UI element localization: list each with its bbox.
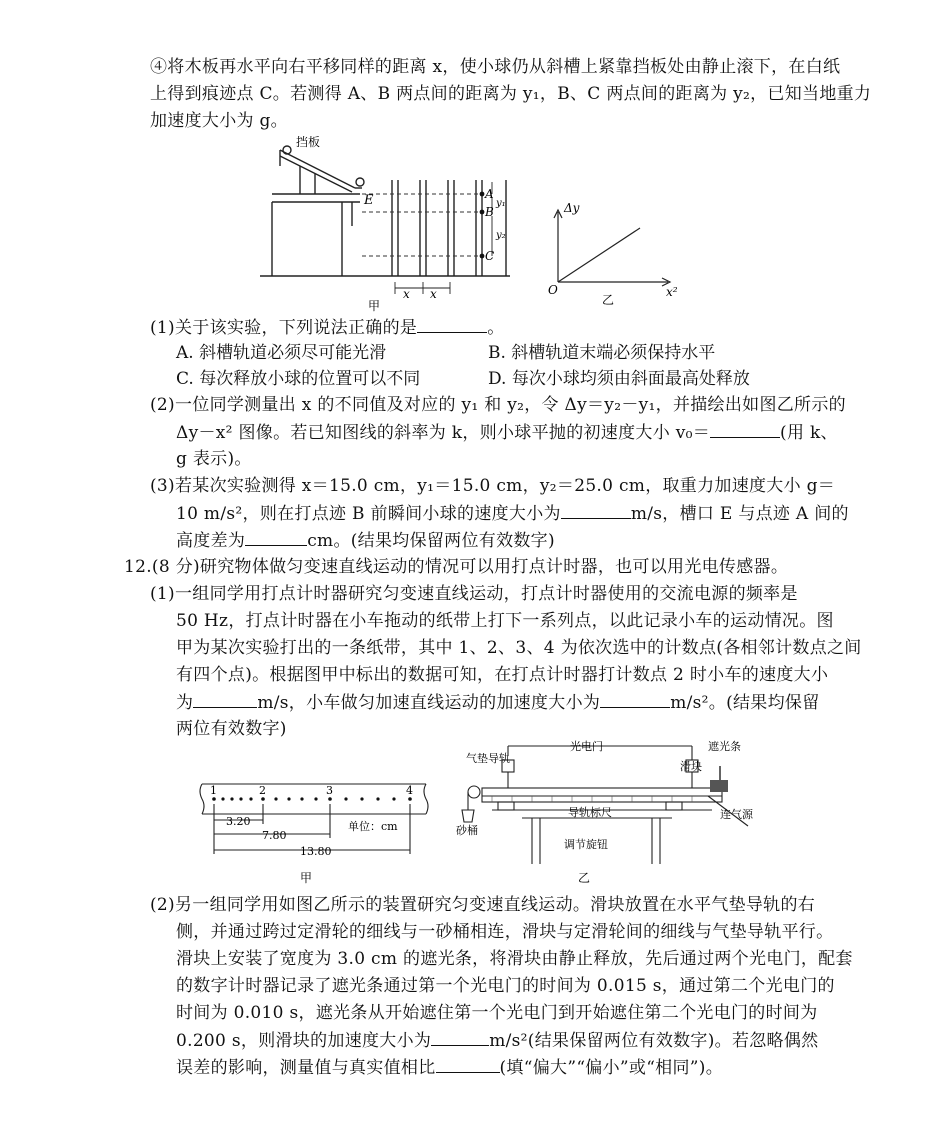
label-b: B: [485, 205, 494, 219]
q12-p2-line7: [176, 1054, 723, 1081]
q11-p3-line3b: cm。(结果均保留两位有效数字): [307, 531, 555, 551]
tape-point-3: 3: [326, 784, 333, 797]
q12-p1-line5b: m/s，小车做匀加速直线运动的加速度大小为: [257, 693, 601, 713]
answer-blank-8[interactable]: [436, 1054, 500, 1073]
q12-p2-line2: 侧，并通过跨过定滑轮的细线与一砂桶相连，滑块与定滑轮间的细线与气垫导轨平行。: [176, 922, 834, 942]
dist-3: 13.80: [300, 845, 332, 858]
q12-p1-line3: 甲为某次实验打出的一条纸带，其中 1、2、3、4 为依次选中的计数点(各相邻计数点之间: [176, 638, 862, 658]
q11-p3-line1: (3)若某次实验测得 x＝15.0 cm，y₁＝15.0 cm，y₂＝25.0 cm，取重力加速度大小 g＝: [150, 476, 836, 496]
answer-blank-2[interactable]: [710, 419, 780, 438]
figure-ticker-tape: [196, 774, 436, 886]
answer-blank-3[interactable]: [561, 500, 631, 519]
label-shading-strip: 遮光条: [708, 740, 741, 753]
caption-yi-1: 乙: [602, 293, 615, 307]
q12-p2-line3: 滑块上安装了宽度为 3.0 cm 的遮光条，将滑块由静止释放，先后通过两个光电门，配套: [176, 949, 853, 969]
q12-p1-line5c: m/s²。(结果均保留: [670, 693, 820, 713]
q12-p1-line4: 有四个点)。根据图甲中标出的数据可知，在打点计时器打计数点 2 时小车的速度大小: [176, 665, 829, 685]
caption-yi-2: 乙: [578, 871, 591, 885]
tape-point-2: 2: [259, 784, 266, 797]
q11-p3-line2a: 10 m/s²，则在打点迹 B 前瞬间小球的速度大小为: [176, 504, 561, 524]
label-air-track: 气垫导轨: [466, 752, 510, 765]
q11-p3-line3a: 高度差为: [176, 531, 246, 551]
q11-p2-line2a: Δy－x² 图像。若已知图线的斜率为 k，则小球平抛的初速度大小 v₀＝: [176, 423, 711, 443]
q11-p1-end: 。: [487, 318, 505, 338]
label-sand-bucket: 砂桶: [456, 824, 478, 837]
q11-p2-line2: [176, 419, 838, 446]
q12-p2-line5: 时间为 0.010 s，遮光条从开始遮住第一个光电门到开始遮住第二个光电门的时间为: [176, 1003, 818, 1023]
q11-p3-line3: [176, 527, 555, 554]
q11-p2-line2b: (用 k、: [780, 423, 838, 443]
q12-p1-line5: [176, 689, 820, 716]
q12-p2-line6: [176, 1027, 818, 1054]
option-c[interactable]: C. 每次释放小球的位置可以不同: [176, 369, 421, 389]
caption-jia-1: 甲: [368, 299, 381, 313]
answer-blank-6[interactable]: [600, 689, 670, 708]
answer-blank-4[interactable]: [245, 527, 307, 546]
label-ruler: 导轨标尺: [568, 806, 612, 819]
option-d[interactable]: D. 每次小球均须由斜面最高处释放: [488, 369, 750, 389]
graph-origin: O: [548, 283, 558, 297]
label-c: C: [485, 249, 495, 263]
label-y2: y₂: [496, 230, 506, 241]
answer-blank-1[interactable]: [417, 314, 487, 333]
q12-p1-line2: 50 Hz，打点计时器在小车拖动的纸带上打下一系列点，以此记录小车的运动情况。图: [176, 611, 834, 631]
label-air-source: 连气源: [720, 808, 753, 821]
option-a[interactable]: A. 斜槽轨道必须尽可能光滑: [176, 343, 387, 363]
q12-p2-line6a: 0.200 s，则滑块的加速度大小为: [176, 1031, 432, 1051]
label-y1: y₁: [496, 198, 506, 209]
baffle-label: 挡板: [296, 136, 321, 149]
graph-y-label: Δy: [564, 201, 580, 215]
step4-line1: ④将木板再水平向右平移同样的距离 x，使小球仍从斜槽上紧靠挡板处由静止滚下，在白纸: [150, 57, 841, 77]
tape-point-4: 4: [406, 784, 413, 797]
dist-1: 3.20: [226, 815, 251, 828]
q11-p1-stem: (1)关于该实验，下列说法正确的是: [150, 318, 418, 338]
graph-x-label: x²: [666, 285, 678, 299]
label-x1: x: [403, 287, 410, 301]
dist-2: 7.80: [262, 829, 287, 842]
q11-p3-line2b: m/s，槽口 E 与点迹 A 间的: [630, 504, 849, 524]
tape-point-1: 1: [210, 784, 217, 797]
q11-p2-line3: g 表示)。: [176, 449, 252, 469]
q12-p2-line7b: (填“偏大”“偏小”或“相同”)。: [499, 1058, 724, 1078]
answer-blank-5[interactable]: [193, 689, 257, 708]
q11-p3-line2: [176, 500, 849, 527]
label-slider: 滑块: [680, 760, 702, 773]
q12-p2-line6b: m/s²(结果保留两位有效数字)。若忽略偶然: [489, 1031, 819, 1051]
label-photogate: 光电门: [570, 740, 603, 753]
step4-line2: 上得到痕迹点 C。若测得 A、B 两点间的距离为 y₁，B、C 两点间的距离为 y₂，已知当地重力: [150, 84, 872, 104]
q11-p2-line1: (2)一位同学测量出 x 的不同值及对应的 y₁ 和 y₂，令 Δy＝y₂－y₁，并描绘出如图乙所示的: [150, 395, 846, 415]
step4-line3: 加速度大小为 g。: [150, 111, 288, 131]
option-b[interactable]: B. 斜槽轨道末端必须保持水平: [488, 343, 716, 363]
label-x2: x: [430, 287, 437, 301]
q12-p1-line6: 两位有效数字): [176, 719, 287, 739]
label-adjust-knob: 调节旋钮: [564, 838, 608, 851]
q12-head: 12.(8 分)研究物体做匀变速直线运动的情况可以用打点计时器，也可以用光电传感器。: [124, 557, 789, 577]
q11-p1: [150, 314, 505, 341]
caption-jia-2: 甲: [300, 871, 313, 885]
q12-p2-line7a: 误差的影响，测量值与真实值相比: [176, 1058, 436, 1078]
figure-projectile-apparatus: [260, 136, 700, 316]
figure-air-track: [452, 736, 782, 886]
unit-label: 单位：cm: [348, 820, 398, 833]
q12-p2-line4: 的数字计时器记录了遮光条通过第一个光电门的时间为 0.015 s，通过第二个光电门的: [176, 976, 835, 996]
label-a: A: [485, 187, 494, 201]
q12-p1-line1: (1)一组同学用打点计时器研究匀变速直线运动，打点计时器使用的交流电源的频率是: [150, 584, 798, 604]
answer-blank-7[interactable]: [431, 1027, 489, 1046]
label-e: E: [364, 193, 374, 208]
q12-p2-line1: (2)另一组同学用如图乙所示的装置研究匀变速直线运动。滑块放置在水平气垫导轨的右: [150, 895, 816, 915]
q12-p1-line5a: 为: [176, 693, 194, 713]
